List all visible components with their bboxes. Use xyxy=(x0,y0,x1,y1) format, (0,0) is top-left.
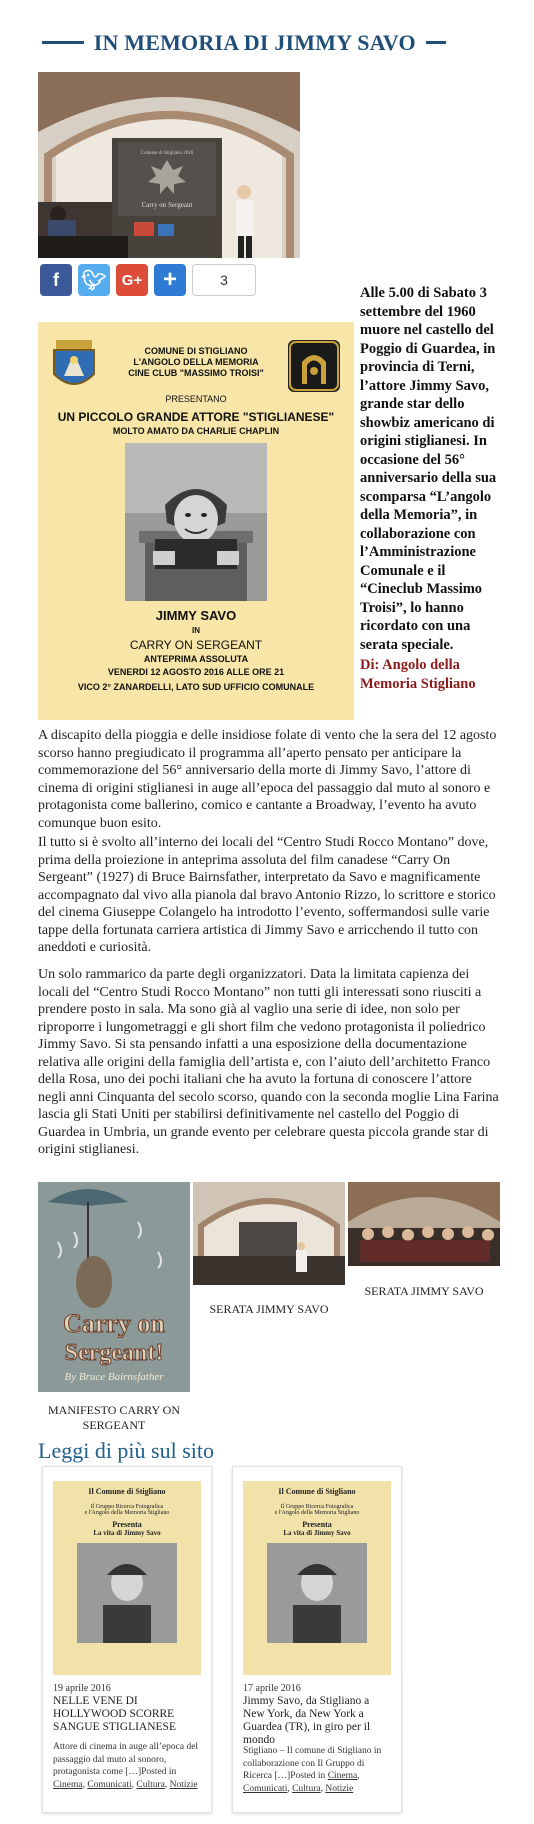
poster-subtitle: MOLTO AMATO DA CHARLIE CHAPLIN xyxy=(112,426,280,436)
share-count: 3 xyxy=(192,264,256,296)
poster-presentano: PRESENTANO xyxy=(165,394,227,404)
card1-excerpt: Attore di cinema in auge all’epoca del passaggio dal muto al sonoro, protagonista come […]Posted in Cinema, Comunicati, Cultura, Notizie xyxy=(53,1742,199,1790)
facebook-icon: f xyxy=(53,269,59,290)
card1-img-line4: Presenta xyxy=(112,1520,142,1529)
card2-portrait-icon xyxy=(267,1543,367,1643)
card2-cat-comunicati[interactable]: Comunicati xyxy=(243,1783,288,1794)
card1-date: 19 aprile 2016 xyxy=(53,1683,111,1694)
plus-icon: + xyxy=(162,266,177,293)
related-card-2-image[interactable] xyxy=(243,1481,391,1675)
poster-header-2: L'ANGOLO DELLA MEMORIA xyxy=(133,357,259,367)
card2-cat-cinema[interactable]: Cinema xyxy=(327,1771,358,1781)
card2-cat-notizie[interactable]: Notizie xyxy=(325,1783,354,1794)
book-title-line1: Carry on xyxy=(63,1309,165,1338)
card1-excerpt-text: Attore di cinema in auge all’epoca del passaggio dal muto al sonoro, protagonista come […]Posted in xyxy=(53,1742,199,1777)
related-card-1-image[interactable] xyxy=(53,1481,201,1675)
card2-excerpt-text: Stigliano – Il comune di Stigliano in collaborazione con Il Gruppo di Ricerca […]Posted in xyxy=(243,1746,382,1781)
card2-img-line4: Presenta xyxy=(302,1520,332,1529)
event-poster xyxy=(38,322,354,720)
article-intro xyxy=(360,284,500,693)
manifesto-book-art xyxy=(38,1182,190,1392)
title-dash-right xyxy=(426,41,446,44)
projector-caption-small: Comune di Stigliano 2016 xyxy=(140,151,194,156)
card1-img-line5: La vita di Jimmy Savo xyxy=(93,1529,161,1537)
title-dash-left xyxy=(42,41,84,44)
page-title: IN MEMORIA DI JIMMY SAVO xyxy=(93,30,416,55)
card2-title[interactable]: Jimmy Savo, da Stigliano a New York, da New York a Guardea (TR), in giro per il mondo xyxy=(243,1695,371,1746)
card1-cat-notizie[interactable]: Notizie xyxy=(169,1779,198,1790)
card2-img-line1: Il Comune di Stigliano xyxy=(278,1487,356,1496)
addthis-share-button[interactable] xyxy=(154,264,186,296)
card2-excerpt: Stigliano – Il comune di Stigliano in collaborazione con Il Gruppo di Ricerca […]Posted in Cinema, Comunicati, Cultura, Notizie xyxy=(243,1746,382,1794)
related-card-2[interactable] xyxy=(232,1466,402,1813)
twitter-share-button[interactable] xyxy=(78,264,110,296)
card1-cat-cultura[interactable]: Cultura xyxy=(136,1779,165,1790)
article-paragraph-1: A discapito della pioggia e delle insidiose folate di vento che la sera del 12 agosto scorso hanno pregiudicato il programma all’aperto pensato per anticipare la commemorazione del 56° anniversario della morte di Jimmy Savo, l’attore di cinema di origini stiglianesi in auge all’epoca del passaggio dal muto al sonoro e protagonista come ballerino, comico e cantante a Broadway, l’evento ha avuto comunque buon esito. xyxy=(38,728,497,831)
gallery-image-manifesto[interactable] xyxy=(38,1182,190,1392)
intro-text: Alle 5.00 di Sabato 3 settembre del 1960 muore nel castello del Poggio di Guardea, in provincia di Terni, l’attore Jimmy Savo, grande star dello showbiz americano di origini stiglianesi. In occasione del 56° anniversario della sua scomparsa “L’angolo della Memoria”, in collaborazione con l’Amministrazione Comunale e il “Cineclub Massimo Troisi”, lo hanno ricordato con una serata speciale. xyxy=(360,285,497,653)
poster-film: CARRY ON SERGEANT xyxy=(129,638,263,652)
facebook-share-button[interactable] xyxy=(40,264,72,296)
poster-place: VICO 2° ZANARDELLI, LATO SUD UFFICIO COMUNALE xyxy=(77,682,315,692)
poster-header-3: CINE CLUB "MASSIMO TROISI" xyxy=(128,368,264,378)
article-title xyxy=(38,30,450,56)
googleplus-icon: G+ xyxy=(121,271,143,289)
card1-cat-cinema[interactable]: Cinema xyxy=(53,1779,83,1790)
card1-img-line1: Il Comune di Stigliano xyxy=(88,1487,166,1496)
card2-img-line2: Il Gruppo Ricerca Fotografica xyxy=(280,1504,354,1510)
gallery-image-serata-2[interactable] xyxy=(348,1182,500,1266)
book-title-line2: Sergeant! xyxy=(64,1340,164,1366)
card1-img-line3: e l'Angolo della Memoria Stigliano xyxy=(84,1510,170,1516)
poster-header-1: COMUNE DI STIGLIANO xyxy=(144,346,248,356)
book-author: By Bruce Bairnsfather xyxy=(64,1371,164,1383)
card2-cat-cultura[interactable]: Cultura xyxy=(292,1783,321,1794)
projector-text: Carry on Sergeant xyxy=(141,201,193,209)
serata-2-art xyxy=(348,1182,500,1266)
card1-title[interactable]: NELLE VENE DI HOLLYWOOD SCORRE SANGUE STIGLIANESE xyxy=(53,1695,176,1733)
event-photo-art xyxy=(38,72,300,258)
twitter-icon: 🐦︎ xyxy=(81,269,107,292)
share-bar xyxy=(40,264,256,296)
article-paragraph-2: Il tutto si è svolto all’interno dei locali del “Centro Studi Rocco Montano” dove, prima della proiezione in anteprima assoluta del film canadese “Carry On Sergeant” (1927) di Bruce Bairnsfather, interpretato da Savo e magnificamente accompagnato dal vivo alla pianola dal bravo Antonio Rizzo, lo scrittore e storico del cinema Giuseppe Colangelo ha introdotto l’evento, soffermandosi sulle varie tappe della fortunata carriera artistica di Jimmy Savo e arricchendo il tutto con aneddoti e curiosità. xyxy=(38,835,496,955)
caption-serata-1: SERATA JIMMY SAVO xyxy=(209,1302,329,1316)
card2-img-line5: La vita di Jimmy Savo xyxy=(283,1529,351,1537)
serata-1-art xyxy=(193,1182,345,1285)
jimmy-savo-portrait-art xyxy=(125,443,267,601)
poster-anteprima: ANTEPRIMA ASSOLUTA xyxy=(143,654,249,664)
caption-manifesto: MANIFESTO CARRY ON SERGEANT xyxy=(47,1403,181,1432)
related-heading: Leggi di più sul sito xyxy=(38,1438,214,1463)
card1-portrait-icon xyxy=(77,1543,177,1643)
poster-in: IN xyxy=(192,626,200,635)
related-card-1[interactable] xyxy=(42,1466,212,1813)
event-photo-top xyxy=(38,72,300,258)
card1-cat-comunicati[interactable]: Comunicati xyxy=(87,1779,132,1790)
article-author: Di: Angolo della Memoria Stigliano xyxy=(360,657,476,692)
card2-date: 17 aprile 2016 xyxy=(243,1683,301,1694)
caption-serata-2: SERATA JIMMY SAVO xyxy=(364,1284,484,1298)
poster-name: JIMMY SAVO xyxy=(155,608,237,623)
card1-img-line2: Il Gruppo Ricerca Fotografica xyxy=(90,1504,164,1510)
gallery-image-serata-1[interactable] xyxy=(193,1182,345,1285)
article-paragraph-3: Un solo rammarico da parte degli organizzatori. Data la limitata capienza dei locali del “Centro Studi Rocco Montano” non tutti gli interessati sono riusciti a prendere posto in sala. Ma sono già al vaglio una serie di idee, non solo per riproporre i lungometraggi e gli short film che vedono protagonista il poliedrico Jimmy Savo. Si sta pensando infatti a una esposizione della documentazione relativa alle origini della famiglia dell’artista e, con l’aiuto dell’architetto Franco della Rosa, uno dei pochi italiani che ha avuto la fortuna di conoscere l’attore negli anni Cinquanta del secolo scorso, quando con la seconda moglie Lina Farina lascia gli Stati Uniti per stabilirsi definitivamente nel castello del Poggio di Guardea in Umbria, un grande evento per celebrare questa piccola grande star di origini stiglianesi. xyxy=(38,967,499,1157)
jimmy-savo-portrait xyxy=(125,443,267,601)
poster-headline: UN PICCOLO GRANDE ATTORE "STIGLIANESE" xyxy=(57,410,335,424)
googleplus-share-button[interactable] xyxy=(116,264,148,296)
card2-img-line3: e l'Angolo della Memoria Stigliano xyxy=(274,1510,360,1516)
poster-date: VENERDI 12 AGOSTO 2016 ALLE ORE 21 xyxy=(107,667,285,677)
